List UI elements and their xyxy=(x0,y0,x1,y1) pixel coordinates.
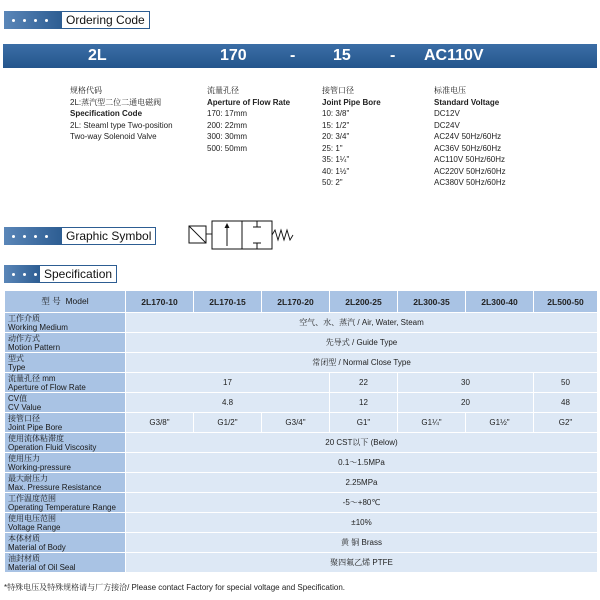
row-value: 12 xyxy=(330,393,398,413)
model-cell: 2L300-40 xyxy=(466,291,534,313)
specification-title: Specification xyxy=(40,265,117,283)
table-row xyxy=(5,513,598,533)
pipe-item: 10: 3/8" xyxy=(322,109,350,118)
row-label: 流量孔径 mm Aperture of Flow Rate xyxy=(5,373,126,393)
row-value: 空气、水、蒸汽 / Air, Water, Steam xyxy=(126,313,598,333)
specification-header xyxy=(4,265,117,283)
row-value: 30 xyxy=(398,373,534,393)
flow-item: 500: 50mm xyxy=(207,143,248,153)
flow-item: 200: 22mm xyxy=(207,120,248,130)
row-value: G1/2" xyxy=(194,413,262,433)
voltage-item: AC220V 50Hz/60Hz xyxy=(434,166,506,176)
row-value: 2.25MPa xyxy=(126,473,598,493)
row-label: 使用压力 Working-pressure xyxy=(5,453,126,473)
row-label: 型式 Type xyxy=(5,353,126,373)
table-row xyxy=(5,433,598,453)
row-value: G3/8" xyxy=(126,413,194,433)
column-voltage xyxy=(434,85,506,189)
ordering-code-bar xyxy=(3,44,597,68)
row-value: G1¼" xyxy=(398,413,466,433)
row-value: 0.1～1.5MPa xyxy=(126,453,598,473)
row-value: 22 xyxy=(330,373,398,393)
row-value: 50 xyxy=(534,373,598,393)
spec-code-zh: 规格代码 xyxy=(70,86,102,95)
voltage-item: AC36V 50Hz/60Hz xyxy=(434,143,502,153)
spec-code-title: Specification Code xyxy=(70,109,143,118)
table-row xyxy=(5,533,598,553)
table-row xyxy=(5,333,598,353)
voltage-item: DC12V xyxy=(434,109,460,118)
spec-code-desc-1: 2L: Steaml type Two-position xyxy=(70,120,173,130)
table-row xyxy=(5,453,598,473)
row-value: 17 xyxy=(126,373,330,393)
row-label: 动作方式 Motion Pattern xyxy=(5,333,126,353)
row-value: ±10% xyxy=(126,513,598,533)
row-label: 接管口径 Joint Pipe Bore xyxy=(5,413,126,433)
flow-item: 300: 30mm xyxy=(207,132,248,141)
row-label: 本体材质 Material of Body xyxy=(5,533,126,553)
table-row xyxy=(5,373,598,393)
flow-item: 170: 17mm xyxy=(207,109,248,118)
header-bar xyxy=(4,11,62,29)
row-label: 最大耐压力 Max. Pressure Resistance xyxy=(5,473,126,493)
code-bore: 15 xyxy=(333,47,351,64)
pipe-item: 25: 1" xyxy=(322,143,343,153)
voltage-item: AC380V 50Hz/60Hz xyxy=(434,178,506,187)
voltage-zh: 标准电压 xyxy=(434,86,466,95)
spec-code-desc-2: Two-way Solenoid Valve xyxy=(70,132,157,141)
ordering-code-header xyxy=(4,11,150,29)
pipe-title: Joint Pipe Bore xyxy=(322,97,381,107)
pipe-item: 20: 3/4" xyxy=(322,132,350,141)
code-aperture: 170 xyxy=(220,47,247,64)
flow-title: Aperture of Flow Rate xyxy=(207,97,291,107)
code-series: 2L xyxy=(88,47,107,64)
model-label: 型 号 Model xyxy=(5,291,126,313)
row-label: 工作介质 Working Medium xyxy=(5,313,126,333)
model-cell: 2L170-20 xyxy=(262,291,330,313)
row-value: 常闭型 / Normal Close Type xyxy=(126,353,598,373)
header-bar xyxy=(4,265,40,283)
column-flow-rate xyxy=(207,85,290,154)
voltage-title: Standard Voltage xyxy=(434,97,500,107)
graphic-symbol-title: Graphic Symbol xyxy=(62,227,156,245)
row-value: 20 CST以下 (Below) xyxy=(126,433,598,453)
row-label: 油封材质 Material of Oil Seal xyxy=(5,553,126,573)
header-bar xyxy=(4,227,62,245)
flow-zh: 流量孔径 xyxy=(207,86,239,95)
row-value: G3/4" xyxy=(262,413,330,433)
voltage-item: AC110V 50Hz/60Hz xyxy=(434,155,505,164)
model-cell: 2L170-10 xyxy=(126,291,194,313)
column-spec-code xyxy=(70,85,173,143)
row-value: 聚四氟乙烯 PTFE xyxy=(126,553,598,573)
code-dash-1: - xyxy=(290,47,296,64)
voltage-item: AC24V 50Hz/60Hz xyxy=(434,132,502,141)
column-pipe-bore xyxy=(322,85,381,189)
pipe-item: 40: 1½" xyxy=(322,166,350,176)
pipe-item: 50: 2" xyxy=(322,178,343,187)
row-value: 48 xyxy=(534,393,598,413)
graphic-symbol-header xyxy=(4,227,156,245)
model-cell: 2L170-15 xyxy=(194,291,262,313)
row-value: 4.8 xyxy=(126,393,330,413)
row-value: G2" xyxy=(534,413,598,433)
spec-code-zh-desc: 2L:蒸汽型二位二通电磁阀 xyxy=(70,97,162,107)
voltage-item: DC24V xyxy=(434,120,460,130)
footnote: *特殊电压及特殊规格请与厂方接洽/ Please contact Factory for special voltage and Specification. xyxy=(4,583,346,592)
row-value: G1" xyxy=(330,413,398,433)
row-value: 黄 铜 Brass xyxy=(126,533,598,553)
model-cell: 2L200-25 xyxy=(330,291,398,313)
ordering-code-title: Ordering Code xyxy=(62,11,150,29)
row-label: CV值 CV Value xyxy=(5,393,126,413)
pipe-item: 15: 1/2" xyxy=(322,120,350,130)
table-header-row xyxy=(5,291,598,313)
code-voltage: AC110V xyxy=(424,47,484,64)
table-row xyxy=(5,553,598,573)
row-value: G1½" xyxy=(466,413,534,433)
pipe-item: 35: 1¼" xyxy=(322,155,350,164)
table-row xyxy=(5,493,598,513)
row-label: 使用电压范围 Voltage Range xyxy=(5,513,126,533)
row-value: 20 xyxy=(398,393,534,413)
specification-table xyxy=(4,290,598,573)
row-label: 使用流体粘滞度 Operation Fluid Viscosity xyxy=(5,433,126,453)
model-cell: 2L500-50 xyxy=(534,291,598,313)
valve-symbol-icon xyxy=(185,214,305,254)
row-value: -5～+80℃ xyxy=(126,493,598,513)
model-cell: 2L300-35 xyxy=(398,291,466,313)
table-row xyxy=(5,413,598,433)
table-row xyxy=(5,393,598,413)
table-row xyxy=(5,353,598,373)
code-dash-2: - xyxy=(390,47,396,64)
table-row xyxy=(5,473,598,493)
row-value: 先导式 / Guide Type xyxy=(126,333,598,353)
row-label: 工作温度范围 Operating Temperature Range xyxy=(5,493,126,513)
table-row xyxy=(5,313,598,333)
pipe-zh: 接管口径 xyxy=(322,86,354,95)
